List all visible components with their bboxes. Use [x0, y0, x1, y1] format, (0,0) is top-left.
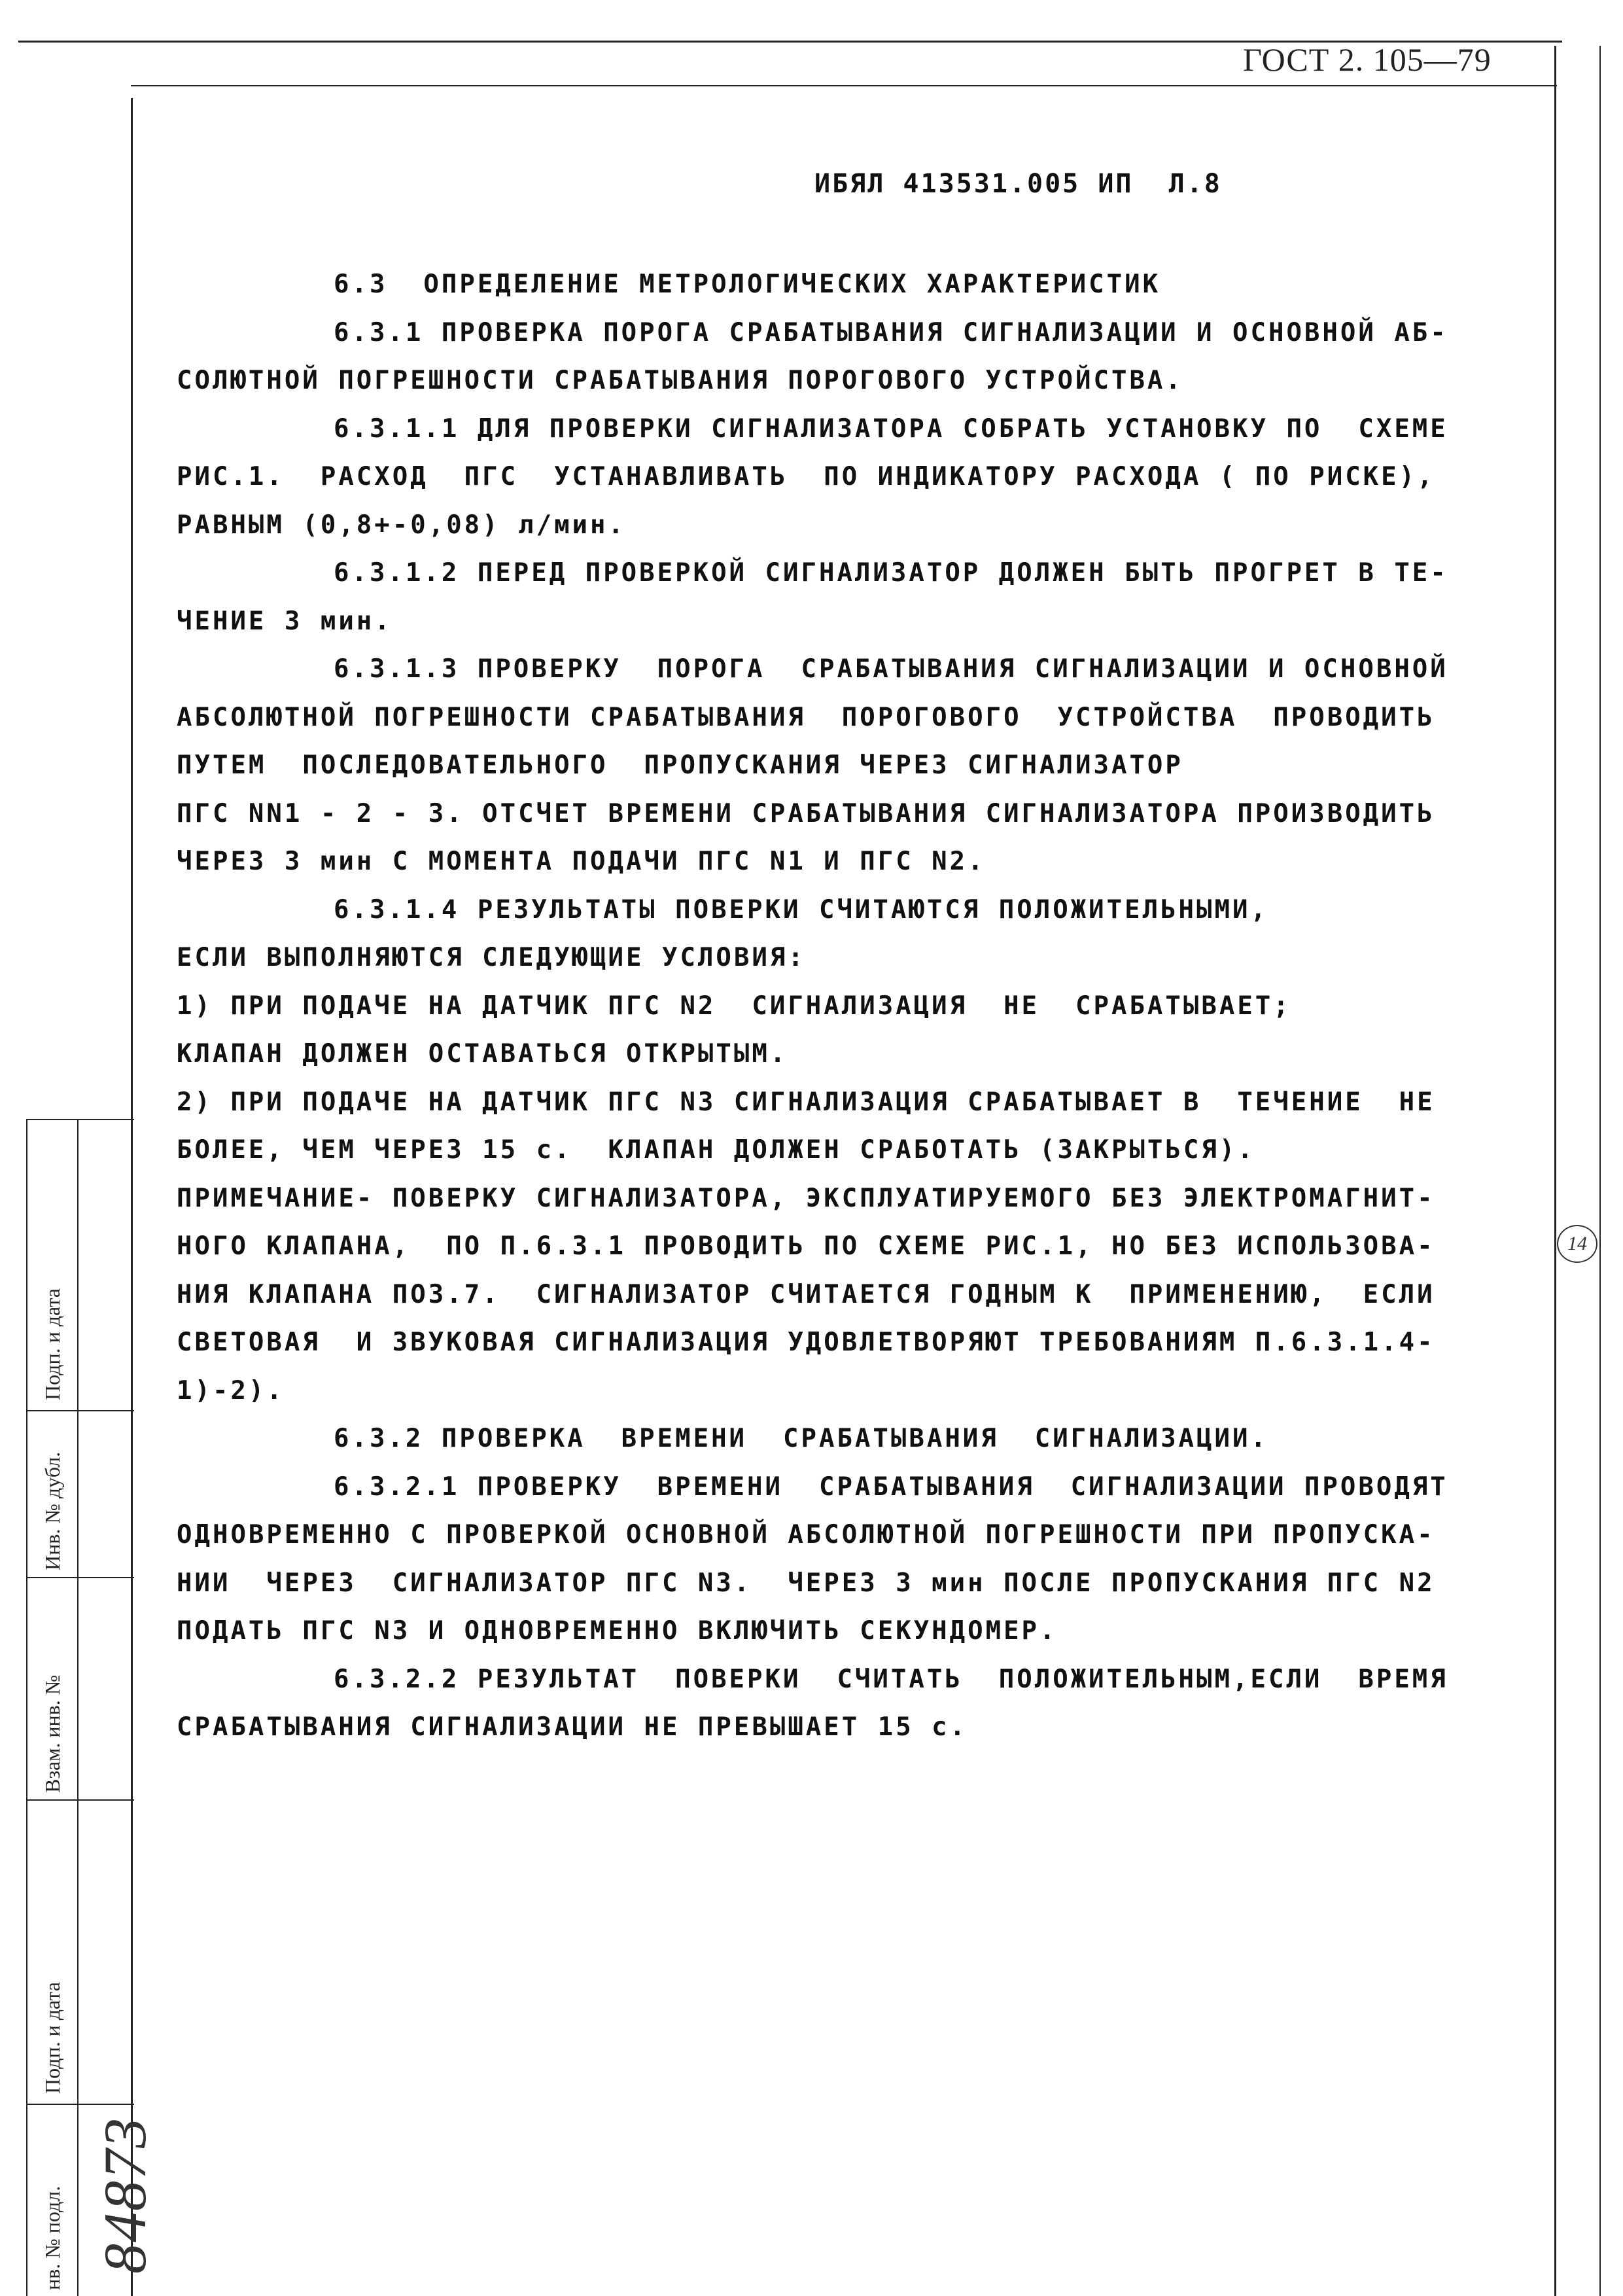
text-line: НИИ ЧЕРЕЗ СИГНАЛИЗАТОР ПГС N3. ЧЕРЕЗ 3 мин ПОСЛЕ ПРОПУСКАНИЯ ПГС N2	[177, 1568, 1435, 1598]
text-line: 6.3.1.4 РЕЗУЛЬТАТЫ ПОВЕРКИ СЧИТАЮТСЯ ПОЛОЖИТЕЛЬНЫМИ,	[334, 894, 1268, 925]
stamp-divider-line	[77, 1119, 79, 2296]
text-line: КЛАПАН ДОЛЖЕН ОСТАВАТЬСЯ ОТКРЫТЫМ.	[177, 1039, 788, 1069]
text-line: ЕСЛИ ВЫПОЛНЯЮТСЯ СЛЕДУЮЩИЕ УСЛОВИЯ:	[177, 943, 806, 972]
stamp-outer-line	[26, 1119, 27, 2296]
gost-standard-label: ГОСТ 2. 105—79	[1243, 41, 1492, 78]
document-code: ИБЯЛ 413531.005 ИП Л.8	[814, 169, 1222, 199]
text-line: ОДНОВРЕМЕННО С ПРОВЕРКОЙ ОСНОВНОЙ АБСОЛЮТНОЙ ПОГРЕШНОСТИ ПРИ ПРОПУСКА-	[177, 1520, 1435, 1549]
stamp-rule-2	[26, 1410, 134, 1411]
text-line: АБСОЛЮТНОЙ ПОГРЕШНОСТИ СРАБАТЫВАНИЯ ПОРОГОВОГО УСТРОЙСТВА ПРОВОДИТЬ	[177, 702, 1435, 732]
text-line: 6.3.1.3 ПРОВЕРКУ ПОРОГА СРАБАТЫВАНИЯ СИГНАЛИЗАЦИИ И ОСНОВНОЙ	[334, 654, 1448, 684]
text-line: 6.3.1 ПРОВЕРКА ПОРОГА СРАБАТЫВАНИЯ СИГНАЛИЗАЦИИ И ОСНОВНОЙ АБ-	[334, 317, 1448, 347]
stamp-rule-3	[26, 1577, 134, 1578]
text-line: РАВНЫМ (0,8+-0,08) л/мин.	[177, 510, 626, 540]
text-line: СРАБАТЫВАНИЯ СИГНАЛИЗАЦИИ НЕ ПРЕВЫШАЕТ 15 с.	[177, 1712, 968, 1742]
stamp-rule-5	[26, 2104, 134, 2105]
stamp-vzam-inv: Взам. инв. №	[41, 1674, 64, 1793]
margin-page-mark: 14	[1557, 1225, 1597, 1263]
text-line: 6.3.1.2 ПЕРЕД ПРОВЕРКОЙ СИГНАЛИЗАТОР ДОЛЖЕН БЫТЬ ПРОГРЕТ В ТЕ-	[334, 558, 1448, 588]
text-line: 2) ПРИ ПОДАЧЕ НА ДАТЧИК ПГС N3 СИГНАЛИЗАЦИЯ СРАБАТЫВАЕТ В ТЕЧЕНИЕ НЕ	[177, 1087, 1435, 1117]
stamp-podp-data-1: Подп. и дата	[41, 1288, 64, 1400]
header-right-tick	[1599, 46, 1601, 2296]
stamp-podp-data-2: Подп. и дата	[41, 1982, 64, 2094]
text-line: ПГС NN1 - 2 - 3. ОТСЧЕТ ВРЕМЕНИ СРАБАТЫВАНИЯ СИГНАЛИЗАТОРА ПРОИЗВОДИТЬ	[177, 798, 1435, 828]
text-line: 6.3.2.1 ПРОВЕРКУ ВРЕМЕНИ СРАБАТЫВАНИЯ СИГНАЛИЗАЦИИ ПРОВОДЯТ	[334, 1472, 1448, 1502]
stamp-inv-podl: нв. № подл.	[41, 2185, 64, 2290]
text-line: НОГО КЛАПАНА, ПО П.6.3.1 ПРОВОДИТЬ ПО СХЕМЕ РИС.1, НО БЕЗ ИСПОЛЬЗОВА-	[177, 1231, 1435, 1261]
text-line: ПУТЕМ ПОСЛЕДОВАТЕЛЬНОГО ПРОПУСКАНИЯ ЧЕРЕЗ СИГНАЛИЗАТОР	[177, 751, 1183, 780]
text-line: 1) ПРИ ПОДАЧЕ НА ДАТЧИК ПГС N2 СИГНАЛИЗАЦИЯ НЕ СРАБАТЫВАЕТ;	[177, 991, 1291, 1021]
stamp-rule-4	[26, 1799, 134, 1801]
text-line: ПРИМЕЧАНИЕ- ПОВЕРКУ СИГНАЛИЗАТОРА, ЭКСПЛУАТИРУЕМОГО БЕЗ ЭЛЕКТРОМАГНИТ-	[177, 1183, 1435, 1213]
text-line: 1)-2).	[177, 1375, 285, 1405]
text-line: СВЕТОВАЯ И ЗВУКОВАЯ СИГНАЛИЗАЦИЯ УДОВЛЕТВОРЯЮТ ТРЕБОВАНИЯМ П.6.3.1.4-	[177, 1328, 1435, 1357]
text-line: 6.3 ОПРЕДЕЛЕНИЕ МЕТРОЛОГИЧЕСКИХ ХАРАКТЕРИСТИК	[334, 270, 1161, 299]
header-rule	[131, 85, 1557, 86]
document-body	[177, 260, 1544, 1752]
stamp-inv-podl-value: 84873	[92, 2117, 158, 2274]
text-line: ЧЕРЕЗ 3 мин С МОМЕНТА ПОДАЧИ ПГС N1 И ПГС N2.	[177, 847, 986, 876]
text-line: 6.3.2.2 РЕЗУЛЬТАТ ПОВЕРКИ СЧИТАТЬ ПОЛОЖИТЕЛЬНЫМ,ЕСЛИ ВРЕМЯ	[334, 1664, 1448, 1694]
text-line: ЧЕНИЕ 3 мин.	[177, 606, 393, 636]
frame-right-line	[1554, 46, 1556, 2296]
stamp-rule-1	[26, 1119, 134, 1120]
text-line: 6.3.1.1 ДЛЯ ПРОВЕРКИ СИГНАЛИЗАТОРА СОБРАТЬ УСТАНОВКУ ПО СХЕМЕ	[334, 414, 1448, 444]
stamp-inv-dubl: Инв. № дубл.	[41, 1451, 64, 1570]
text-line: 6.3.2 ПРОВЕРКА ВРЕМЕНИ СРАБАТЫВАНИЯ СИГНАЛИЗАЦИИ.	[334, 1424, 1268, 1453]
text-line: РИС.1. РАСХОД ПГС УСТАНАВЛИВАТЬ ПО ИНДИКАТОРУ РАСХОДА ( ПО РИСКЕ),	[177, 462, 1435, 491]
frame-left-line	[131, 98, 133, 2296]
text-line: СОЛЮТНОЙ ПОГРЕШНОСТИ СРАБАТЫВАНИЯ ПОРОГОВОГО УСТРОЙСТВА.	[177, 366, 1183, 395]
text-line: БОЛЕЕ, ЧЕМ ЧЕРЕЗ 15 с. КЛАПАН ДОЛЖЕН СРАБОТАТЬ (ЗАКРЫТЬСЯ).	[177, 1135, 1255, 1165]
text-line: НИЯ КЛАПАНА ПОЗ.7. СИГНАЛИЗАТОР СЧИТАЕТСЯ ГОДНЫМ К ПРИМЕНЕНИЮ, ЕСЛИ	[177, 1279, 1435, 1309]
text-line: ПОДАТЬ ПГС N3 И ОДНОВРЕМЕННО ВКЛЮЧИТЬ СЕКУНДОМЕР.	[177, 1616, 1058, 1646]
